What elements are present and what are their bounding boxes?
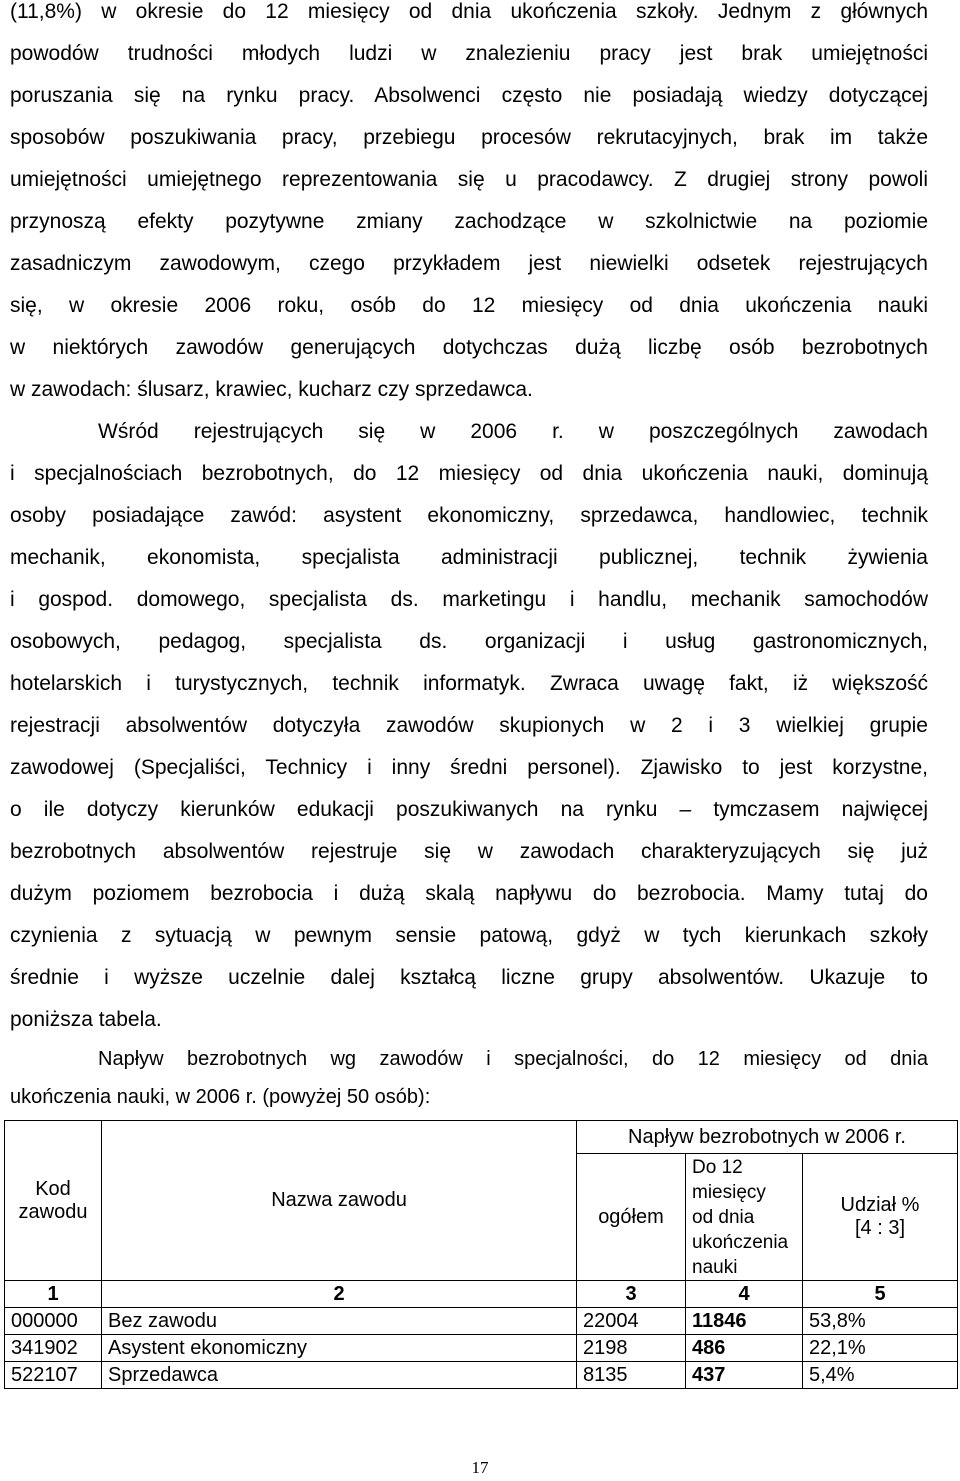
table-caption: ukończenia nauki, w 2006 r. (powyżej 50 osób): — [10, 1086, 431, 1108]
cell-kod: 341902 — [5, 1335, 102, 1362]
table-row — [5, 1335, 958, 1362]
header-do12-line: ukończenia — [692, 1231, 789, 1253]
table-header-row — [5, 1121, 958, 1154]
body-text-line: się, w okresie 2006 roku, osób do 12 miesięcy od dnia ukończenia nauki — [10, 294, 928, 317]
column-number: 4 — [686, 1281, 803, 1308]
cell-udzial: 22,1% — [803, 1335, 958, 1362]
cell-ogolem: 22004 — [577, 1308, 686, 1335]
table-row — [5, 1362, 958, 1389]
body-text-line: w zawodach: ślusarz, krawiec, kucharz czy sprzedawca. — [10, 378, 533, 401]
cell-do12: 486 — [686, 1335, 803, 1362]
body-text-line: mechanik, ekonomista, specjalista administracji publicznej, technik żywienia — [10, 546, 928, 569]
column-number-row — [5, 1281, 958, 1308]
page-number: 17 — [471, 1458, 489, 1477]
body-text-line: w niektórych zawodów generujących dotychczas dużą liczbę osób bezrobotnych — [10, 336, 928, 359]
body-text-line: powodów trudności młodych ludzi w znalezieniu pracy jest brak umiejętności — [10, 42, 928, 65]
cell-udzial: 53,8% — [803, 1308, 958, 1335]
body-text-line: czynienia z sytuacją w pewnym sensie patową, gdyż w tych kierunkach szkoły — [10, 924, 928, 947]
cell-do12: 11846 — [686, 1308, 803, 1335]
body-text-line: (11,8%) w okresie do 12 miesięcy od dnia ukończenia szkoły. Jednym z głównych — [10, 0, 928, 23]
body-text-line: zasadniczym zawodowym, czego przykładem jest niewielki odsetek rejestrujących — [10, 252, 928, 275]
column-number: 5 — [803, 1281, 958, 1308]
cell-do12: 437 — [686, 1362, 803, 1389]
cell-ogolem: 8135 — [577, 1362, 686, 1389]
body-text-line: poniższa tabela. — [10, 1008, 162, 1031]
body-text-line: osobowych, pedagog, specjalista ds. organizacji i usług gastronomicznych, — [10, 630, 928, 653]
table-row — [5, 1308, 958, 1335]
cell-kod: 522107 — [5, 1362, 102, 1389]
cell-kod: 000000 — [5, 1308, 102, 1335]
cell-nazwa: Bez zawodu — [102, 1308, 577, 1335]
cell-ogolem: 2198 — [577, 1335, 686, 1362]
body-text-line: rejestracji absolwentów dotyczyła zawodów skupionych w 2 i 3 wielkiej grupie — [10, 714, 928, 737]
body-text-line: sposobów poszukiwania pracy, przebiegu procesów rekrutacyjnych, brak im także — [10, 126, 928, 149]
body-text-line: Wśród rejestrujących się w 2006 r. w poszczególnych zawodach — [98, 420, 928, 443]
header-nazwa: Nazwa zawodu — [102, 1121, 577, 1281]
body-text-line: zawodowej (Specjaliści, Technicy i inny średni personel). Zjawisko to jest korzystne, — [10, 756, 928, 779]
body-text-line: o ile dotyczy kierunków edukacji poszukiwanych na rynku – tymczasem najwięcej — [10, 798, 928, 821]
header-do12 — [686, 1154, 803, 1281]
header-group: Napływ bezrobotnych w 2006 r. — [577, 1121, 958, 1154]
table-caption: Napływ bezrobotnych wg zawodów i specjalności, do 12 miesięcy od dnia — [98, 1048, 928, 1070]
body-text-line: umiejętności umiejętnego reprezentowania się u pracodawcy. Z drugiej strony powoli — [10, 168, 928, 191]
cell-nazwa: Asystent ekonomiczny — [102, 1335, 577, 1362]
header-do12-line: miesięcy — [692, 1181, 766, 1203]
cell-udzial: 5,4% — [803, 1362, 958, 1389]
data-table — [4, 1120, 958, 1389]
header-ogolem: ogółem — [577, 1154, 686, 1281]
header-do12-line: od dnia — [692, 1206, 755, 1228]
header-udzial-line: Udział % — [840, 1194, 920, 1216]
body-text-line: i gospod. domowego, specjalista ds. marketingu i handlu, mechanik samochodów — [10, 588, 928, 611]
cell-nazwa: Sprzedawca — [102, 1362, 577, 1389]
column-number: 3 — [577, 1281, 686, 1308]
body-text-line: średnie i wyższe uczelnie dalej kształcą liczne grupy absolwentów. Ukazuje to — [10, 966, 928, 989]
body-text-line: poruszania się na rynku pracy. Absolwenci często nie posiadają wiedzy dotyczącej — [10, 84, 928, 107]
header-do12-line: nauki — [692, 1256, 738, 1278]
header-do12-line: Do 12 — [692, 1156, 743, 1178]
header-kod: Kod zawodu — [5, 1121, 102, 1281]
column-number: 1 — [5, 1281, 102, 1308]
body-text-line: dużym poziomem bezrobocia i dużą skalą napływu do bezrobocia. Mamy tutaj do — [10, 882, 928, 905]
body-text-line: osoby posiadające zawód: asystent ekonomiczny, sprzedawca, handlowiec, technik — [10, 504, 928, 527]
body-text-line: hotelarskich i turystycznych, technik informatyk. Zwraca uwagę fakt, iż większość — [10, 672, 928, 695]
column-number: 2 — [102, 1281, 577, 1308]
header-udzial-line: [4 : 3] — [854, 1217, 906, 1239]
body-text-line: przynoszą efekty pozytywne zmiany zachodzące w szkolnictwie na poziomie — [10, 210, 928, 233]
body-text-line: i specjalnościach bezrobotnych, do 12 miesięcy od dnia ukończenia nauki, dominują — [10, 462, 928, 485]
body-text-line: bezrobotnych absolwentów rejestruje się w zawodach charakteryzujących się już — [10, 840, 928, 863]
header-udzial — [803, 1154, 958, 1281]
